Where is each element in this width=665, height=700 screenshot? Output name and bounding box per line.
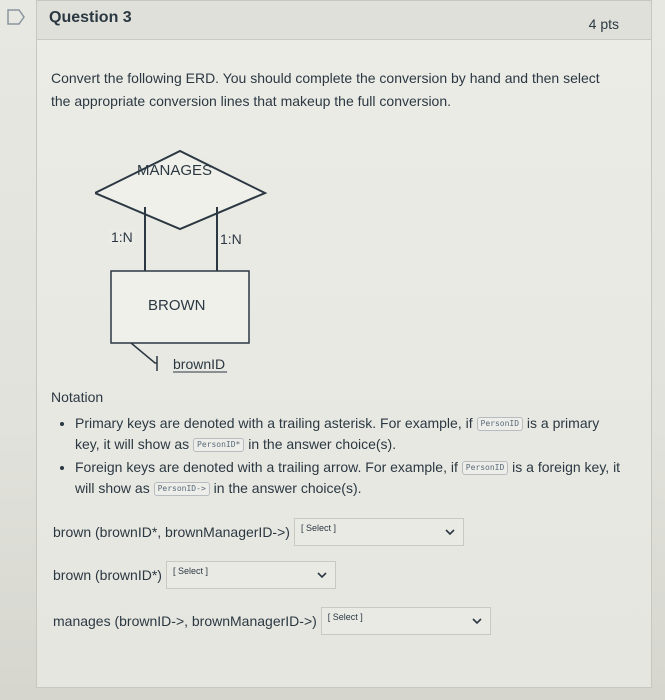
notation-list xyxy=(51,413,623,501)
answer-label-2: brown (brownID*) xyxy=(53,567,162,583)
question-card xyxy=(36,0,652,688)
attribute-label: brownID xyxy=(173,356,226,372)
notation-heading: Notation xyxy=(51,389,104,405)
answer-row-2 xyxy=(53,561,336,589)
question-title: Question 3 xyxy=(49,9,132,26)
fk-text-2: is a foreign key, it will show as xyxy=(75,459,621,496)
right-cardinality: 1:N xyxy=(220,231,242,247)
foreign-key-note xyxy=(75,457,623,499)
fk-example-code-arrow: PersonID-> xyxy=(154,482,210,496)
answer-label-3: manages (brownID->, brownManagerID->) xyxy=(53,613,317,629)
chevron-down-icon xyxy=(470,614,484,628)
pk-example-code: PersonID xyxy=(477,417,524,431)
left-cardinality: 1:N xyxy=(111,229,133,245)
question-header xyxy=(37,1,651,40)
chevron-down-icon xyxy=(315,568,329,582)
select-placeholder-3: [ Select ] xyxy=(327,612,363,622)
fk-text-1: Foreign keys are denoted with a trailing arrow. For example, if xyxy=(75,459,458,475)
answer-label-1: brown (brownID*, brownManagerID->) xyxy=(53,524,290,540)
question-points: 4 pts xyxy=(588,16,619,32)
pk-text-1: Primary keys are denoted with a trailing asterisk. For example, if xyxy=(75,415,473,431)
chevron-down-icon xyxy=(443,525,457,539)
fk-example-code: PersonID xyxy=(462,461,509,475)
erd-diagram xyxy=(95,149,275,379)
entity-label: BROWN xyxy=(148,297,206,314)
answer-row-3 xyxy=(53,607,491,635)
flag-question-icon[interactable] xyxy=(6,8,26,26)
answer-select-2[interactable] xyxy=(166,561,336,589)
pk-text-3: in the answer choice(s). xyxy=(248,436,397,452)
select-placeholder-1: [ Select ] xyxy=(300,523,336,533)
pk-text-2: is a primary key, it will show as xyxy=(75,415,600,452)
relationship-label: MANAGES xyxy=(137,162,213,179)
question-prompt: Convert the following ERD. You should complete the conversion by hand and then select the appropriate conversion lines that makeup the full conversion. xyxy=(51,70,600,109)
attribute-connector-line xyxy=(131,343,157,363)
pk-example-code-asterisk: PersonID* xyxy=(193,438,244,452)
answer-select-1[interactable] xyxy=(294,518,464,546)
primary-key-note xyxy=(75,413,623,455)
select-placeholder-2: [ Select ] xyxy=(172,566,208,576)
answer-row-1 xyxy=(53,518,464,546)
answer-select-3[interactable] xyxy=(321,607,491,635)
fk-text-3: in the answer choice(s). xyxy=(213,480,362,496)
